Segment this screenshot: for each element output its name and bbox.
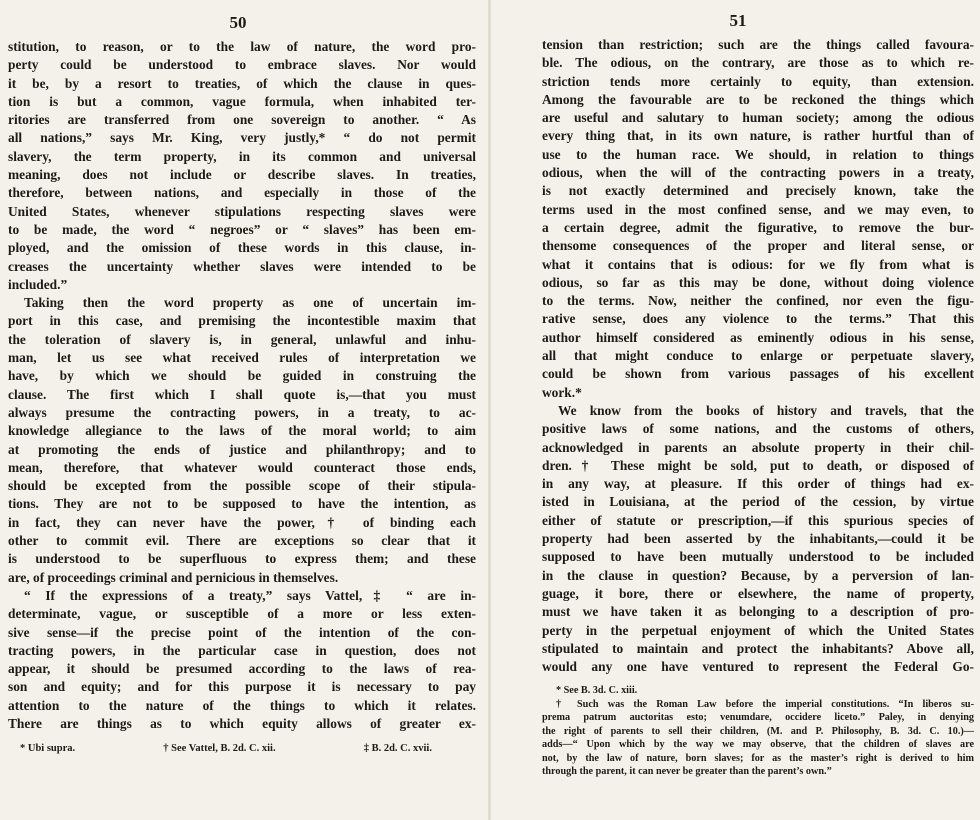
text-line: odious, when the will of the contracting powers in a treaty, [542,165,974,181]
text-line: could be shown from various passages of his excellent [542,366,974,382]
text-line: striction tends more certainly to equity, than extension. [542,73,974,89]
text-line: Taking then the word property as one of uncertain im- [24,295,476,311]
text-line: stipulated to maintain and protect the inhabitants? Above all, [542,640,974,656]
text-line: terms used in the most confined sense, and we may even, to [542,201,974,217]
text-line: ble. The odious, on the contrary, are those as to which re- [542,55,974,71]
right-body-text [542,36,974,676]
text-line: ritories are transferred from one sovereign to another. “ As [8,112,476,128]
text-line: in any way, at pleasure. If this order of things had ex- [542,476,974,492]
text-line: must we have taken it as belonging to a description of pro- [542,604,974,620]
text-line: tension than restriction; such are the things called favoura- [542,37,974,52]
text-line: all that might conduce to enlarge or perpetuate slavery, [542,348,974,364]
text-line: determinate, vague, or susceptible of a more or less exten- [8,606,476,622]
text-line: isted in Louisiana, at the period of the cession, by virtue [542,494,974,510]
text-line: rative sense, does any violence to the terms.” That this [542,311,974,327]
text-line: is understood to be superfluous to express them; and these [8,551,476,567]
text-line: to be made, the word “ negroes” or “ slaves” has been em- [8,221,476,237]
text-line: included.” [8,276,68,292]
footnote: adds—“ Upon which by the way we may observe, that the children of slaves are [542,739,974,751]
footnote: † Such was the Roman Law before the imperial constitutions. “In liberos su- [556,698,974,710]
footnote: prema patrum auctoritas esto; venumdare, occidere liceto.” Paley, in denying [542,712,974,724]
text-line: all nations,” says Mr. King, very justly,* “ do not permit [8,130,476,146]
text-line: in the clause in question? Because, by a perversion of lan- [542,567,974,583]
text-line: author himself considered as eminently odious in his sense, [542,329,974,345]
text-line: property had been asserted by the inhabitants,—could it be [542,531,974,547]
page-number: 51 [729,11,747,30]
right-page [490,0,980,820]
footnote: not, by the law of nature, born slaves; for as the master’s right is derived to him [542,752,974,764]
text-line: what it contains that is odious: for we fly from what is [542,256,974,272]
text-line: Among the favourable are to be reckoned the things which [542,91,974,107]
text-line: dren.† These might be sold, put to death, or disposed of [542,457,974,473]
text-line: acknowledged in parents an absolute property in their chil- [542,439,974,455]
text-line: “ If the expressions of a treaty,” says Vattel,‡ “ are in- [24,587,476,603]
text-line: are useful and salutary to human society; among the odious [542,110,974,126]
footnote: ‡ B. 2d. C. xvii. [363,743,432,755]
right-footnotes [542,684,974,779]
footnote: the right of parents to sell their children, (M. and P. Philosophy, B. 3d. C. 10.)— [542,725,974,737]
text-line: stitution, to reason, or to the law of nature, the word pro- [8,39,476,54]
text-line: clause. The first which I shall quote is,—that you must [8,386,476,402]
text-line: mean, therefore, that whatever would counteract those ends, [8,459,476,475]
text-line: perty could be understood to embrace slaves. Nor would [8,57,476,73]
text-line: is not exactly determined and precisely known, take the [542,183,974,199]
text-line: the toleration of slavery is, in general, unlawful and inhu- [8,331,476,347]
text-line: We know from the books of history and travels, that the [558,402,974,418]
text-line: work.* [542,384,582,400]
text-line: should be excepted from the possible scope of their stipula- [8,478,476,494]
left-body-text [8,38,476,733]
text-line: United States, whenever stipulations respecting slaves were [8,203,476,219]
footnote: * See B. 3d. C. xiii. [556,685,638,697]
text-line: use to the human race. We should, in relation to things [542,146,974,162]
text-line: other to commit evil. There are exceptions so clear that it [8,533,476,549]
text-line: meaning, does not include or describe slaves. In treaties, [8,167,476,183]
text-line: odious, so far as this may be done, without doing violence [542,274,974,290]
text-line: either of statute or prescription,—if this spurious species of [542,512,974,528]
text-line: appear, it should be presumed according to the laws of rea- [8,661,476,677]
text-line: to the terms. Now, neither the confined, nor even the figu- [542,293,974,309]
text-line: slavery, the term property, in its common and universal [8,148,476,164]
text-line: thensome consequences of the proper and literal sense, or [542,238,974,254]
text-line: tion is but a common, vague formula, when inhabited ter- [8,93,476,109]
page-number: 50 [229,13,247,32]
text-line: son and equity; and for this purpose it is necessary to pay [8,679,476,695]
footnote: † See Vattel, B. 2d. C. xii. [163,743,276,755]
text-line: a certain degree, admit the figurative, to remove the bur- [542,219,974,235]
text-line: tracting powers, in the particular case in question, does not [8,642,476,658]
text-line: guage, it bore, there or elsewhere, the name of property, [542,585,974,601]
text-line: attention to the nature of the things to which it relates. [8,697,476,713]
text-line: would any one have ventured to represent the Federal Go- [542,659,974,675]
text-line: at promoting the ends of justice and philanthropy; and to [8,441,476,457]
text-line: supposed to have been mutually understood to be included [542,549,974,565]
text-line: are, of proceedings criminal and pernicious in themselves. [8,569,339,585]
footnote: through the parent, it can never be greater than the parent’s own.” [542,766,832,778]
text-line: in fact, they can never have the power,† of binding each [8,514,476,530]
footnote: * Ubi supra. [20,743,76,755]
text-line: therefore, between nations, and especially in those of the [8,185,476,201]
text-line: port in this case, and premising the incontestible maxim that [8,313,476,329]
text-line: always presume the contracting powers, in a treaty, to ac- [8,404,476,420]
text-line: positive laws of some nations, and the customs of others, [542,421,974,437]
text-line: knowledge allegiance to the laws of the moral world; to aim [8,423,476,439]
text-line: every thing that, in its own nature, is rather hurtful than of [542,128,974,144]
text-line: perty in the perpetual enjoyment of which the United States [542,622,974,638]
text-line: it be, by a resort to treaties, of which the clause in ques- [8,75,476,91]
text-line: sive sense—if the precise point of the intention of the con- [8,624,476,640]
text-line: man, let us see what received rules of interpretation we [8,350,476,366]
text-line: have, by which we should be guided in construing the [8,368,476,384]
left-footnotes [8,743,476,754]
text-line: creases the uncertainty whether slaves were intended to be [8,258,476,274]
text-line: There are things as to which equity allows of greater ex- [8,715,476,731]
text-line: tions. They are not to be supposed to have the intention, as [8,496,476,512]
text-line: ployed, and the omission of these words in this clause, in- [8,240,476,256]
